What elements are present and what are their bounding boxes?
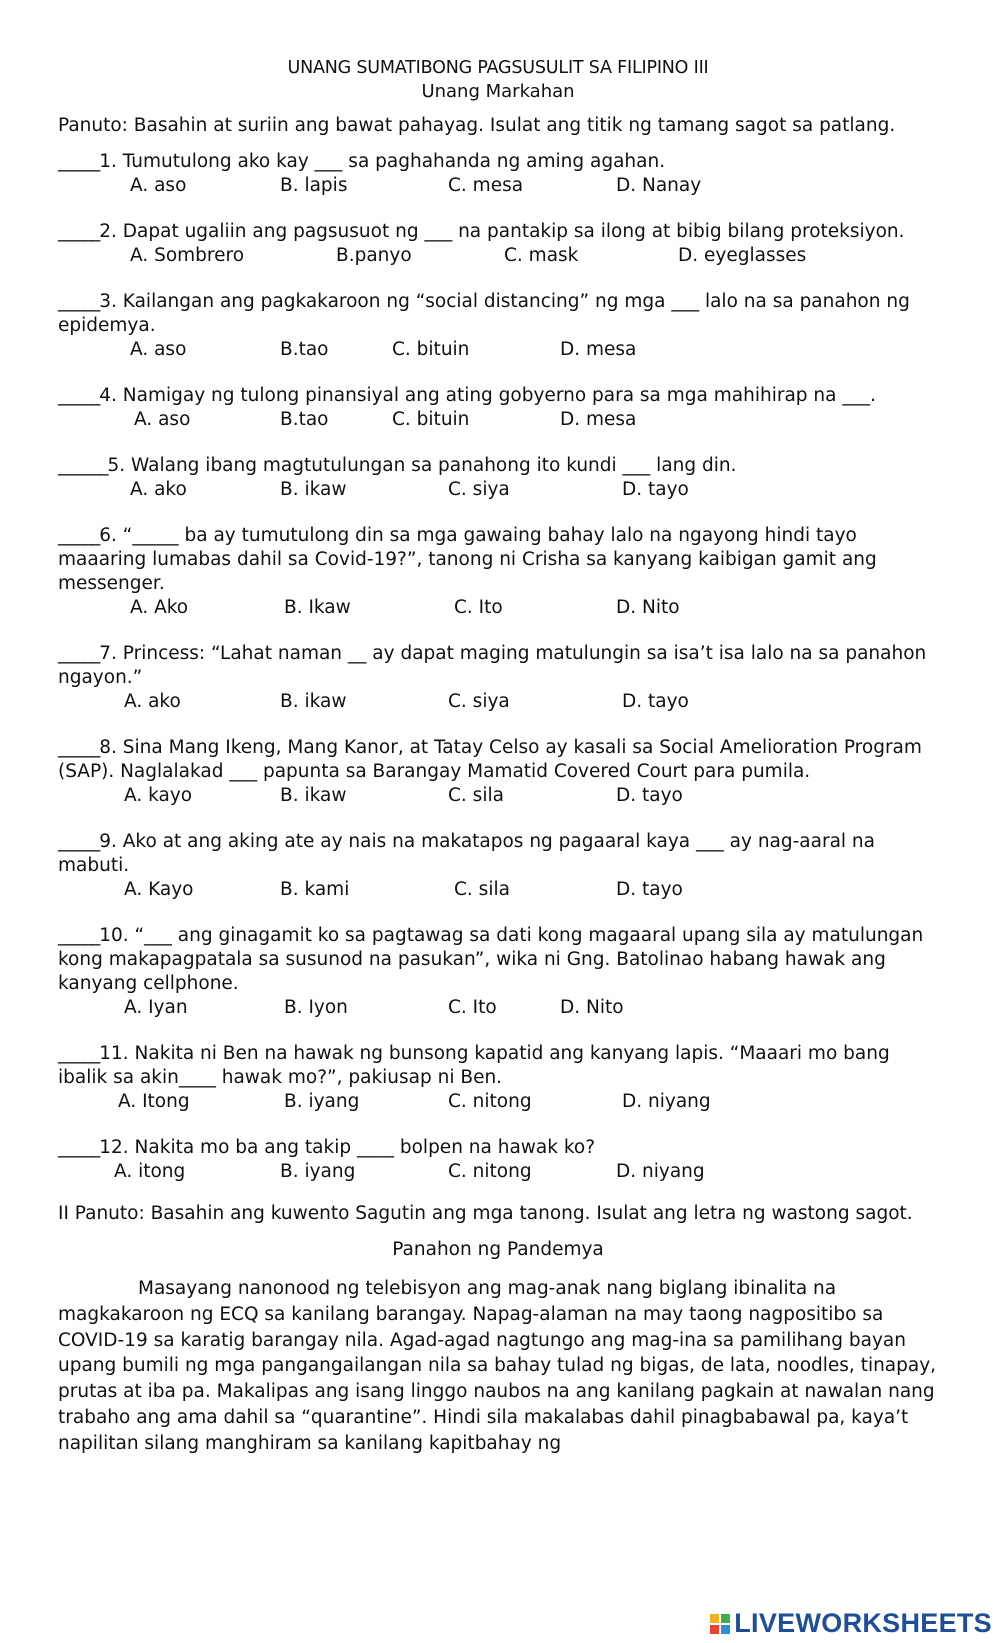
choice-row [58,408,938,432]
question-stem [58,220,938,244]
question-item [58,290,938,362]
answer-choice[interactable]: C. siya [448,479,510,500]
choice-row [58,338,938,362]
question-text: 10. “___ ang ginagamit ko sa pagtawag sa dati kong magaaral upang sila ay matulungan kong makapagpatala sa susunod na pasukan”, wika ni Gng. Batolinao habang hawak ang kanyang cellphone. [58,925,924,994]
answer-blank[interactable]: _____ [58,291,100,312]
answer-choice[interactable]: C. nitong [448,1161,532,1182]
answer-choice[interactable]: B. Ikaw [284,597,351,618]
worksheet-page [58,56,938,1457]
question-item [58,454,938,502]
choice-row [58,478,938,502]
answer-blank[interactable]: _____ [58,1137,100,1158]
question-text: 5. Walang ibang magtutulungan sa panahong ito kundi ___ lang din. [107,455,737,476]
answer-choice[interactable]: A. Sombrero [130,245,245,266]
choice-row [58,244,938,268]
answer-choice[interactable]: A. Kayo [124,879,194,900]
answer-choice[interactable]: B. iyang [280,1161,356,1182]
answer-blank[interactable]: _____ [58,737,100,758]
part2-instructions: II Panuto: Basahin ang kuwento Sagutin ang mga tanong. Isulat ang letra ng wastong sagot. [58,1203,913,1224]
answer-blank[interactable]: _____ [58,221,100,242]
answer-choice[interactable]: A. kayo [124,785,193,806]
instructions: Panuto: Basahin at suriin ang bawat pahayag. Isulat ang titik ng tamang sagot sa patlang. [58,115,896,136]
question-text: 3. Kailangan ang pagkakaroon ng “social distancing” ng mga ___ lalo na sa panahon ng epidemya. [58,291,910,336]
question-text: 12. Nakita mo ba ang takip ____ bolpen na hawak ko? [99,1137,596,1158]
answer-choice[interactable]: C. mesa [448,175,524,196]
question-text: 1. Tumutulong ako kay ___ sa paghahanda ng aming agahan. [99,151,666,172]
choice-row [58,784,938,808]
question-stem [58,454,938,478]
answer-choice[interactable]: D. Nito [560,997,624,1018]
answer-choice[interactable]: D. Nito [616,597,680,618]
question-stem [58,1042,938,1090]
answer-choice[interactable]: D. Nanay [616,175,702,196]
choice-row [58,1090,938,1114]
answer-choice[interactable]: C. siya [448,691,510,712]
answer-choice[interactable]: A. ako [124,691,181,712]
question-item [58,150,938,198]
answer-choice[interactable]: A. Iyan [124,997,188,1018]
logo-square [721,1614,730,1623]
page-subtitle: Unang Markahan [421,81,575,102]
answer-choice[interactable]: B. kami [280,879,350,900]
answer-choice[interactable]: C. bituin [392,409,470,430]
answer-choice[interactable]: A. aso [134,409,191,430]
question-text: 8. Sina Mang Ikeng, Mang Kanor, at Tatay Celso ay kasali sa Social Amelioration Program (SAP). Naglalakad ___ papunta sa Barangay Mamatid Covered Court para pumila. [58,737,922,782]
question-stem [58,1136,938,1160]
answer-choice[interactable]: B. ikaw [280,691,347,712]
question-item [58,830,938,902]
answer-choice[interactable]: D. mesa [560,409,637,430]
answer-choice[interactable]: B. Iyon [284,997,348,1018]
answer-choice[interactable]: A. Ako [130,597,189,618]
answer-choice[interactable]: C. Ito [454,597,503,618]
answer-choice[interactable]: D. niyang [616,1161,705,1182]
question-stem [58,384,938,408]
answer-choice[interactable]: A. aso [130,175,187,196]
answer-choice[interactable]: C. mask [504,245,579,266]
logo-text: LIVEWORKSHEETS [734,1608,992,1638]
question-text: 11. Nakita ni Ben na hawak ng bunsong kapatid ang kanyang lapis. “Maaari mo bang ibalik sa akin____ hawak mo?”, pakiusap ni Ben. [58,1043,890,1088]
answer-choice[interactable]: D. tayo [622,479,689,500]
choice-row [58,996,938,1020]
question-item [58,384,938,432]
answer-choice[interactable]: A. Itong [118,1091,190,1112]
question-item [58,1136,938,1184]
story-title: Panahon ng Pandemya [392,1239,604,1260]
question-stem [58,736,938,784]
answer-blank[interactable]: _____ [58,643,100,664]
question-item [58,736,938,808]
question-text: 2. Dapat ugaliin ang pagsusuot ng ___ na pantakip sa ilong at bibig bilang proteksiyon. [99,221,905,242]
question-stem [58,524,938,596]
choice-row [58,596,938,620]
answer-choice[interactable]: D. tayo [616,785,683,806]
answer-choice[interactable]: B.tao [280,409,329,430]
choice-row [58,690,938,714]
question-stem [58,150,938,174]
question-item [58,1042,938,1114]
choice-row [58,1160,938,1184]
liveworksheets-logo [710,1608,992,1639]
question-stem [58,924,938,996]
answer-blank[interactable]: _____ [58,151,100,172]
logo-square [721,1625,730,1634]
answer-choice[interactable]: C. Ito [448,997,497,1018]
choice-row [58,174,938,198]
answer-choice[interactable]: A. ako [130,479,187,500]
question-stem [58,642,938,690]
question-list [58,150,938,1184]
answer-blank[interactable]: _____ [58,1043,100,1064]
answer-choice[interactable]: B.panyo [336,245,412,266]
answer-choice[interactable]: D. eyeglasses [678,245,807,266]
logo-square [710,1614,719,1623]
answer-choice[interactable]: B.tao [280,339,329,360]
answer-blank[interactable]: _____ [58,385,100,406]
question-text: 4. Namigay ng tulong pinansiyal ang ating gobyerno para sa mga mahihirap na ___. [99,385,876,406]
answer-choice[interactable]: D. niyang [622,1091,711,1112]
answer-choice[interactable]: D. tayo [622,691,689,712]
question-item [58,220,938,268]
answer-blank[interactable]: ______ [58,455,108,476]
answer-choice[interactable]: B. ikaw [280,479,347,500]
story-text: Masayang nanonood ng telebisyon ang mag-anak nang biglang ibinalita na magkakaroon ng ECQ sa kanilang barangay. Napag-alaman na may taong nagpositibo sa COVID-19 sa karatig barangay nila. Agad-agad nagtungo ang mag-ina sa pamilihang bayan upang bumili ng mga pangangailangan nila sa bahay tulad ng bigas, de lata, noodles, tinapay, prutas at iba pa. Makalipas ang isang linggo naubos na ang kanilang pagkain at nawalan nang trabaho ang ama dahil sa “quarantine”. Hindi sila makalabas dahil pinagbabawal pa, kaya’t napilitan silang manghiram sa kanilang kapitbahay ng [58,1278,937,1454]
answer-choice[interactable]: B. lapis [280,175,348,196]
answer-blank[interactable]: _____ [58,831,100,852]
answer-choice[interactable]: A. aso [130,339,187,360]
logo-mark-icon [710,1614,730,1634]
question-text: 6. “_____ ba ay tumutulong din sa mga gawaing bahay lalo na ngayong hindi tayo maaaring lumabas dahil sa Covid-19?”, tanong ni Crisha sa kanyang kaibigan gamit ang messenger. [58,525,877,594]
question-item [58,524,938,620]
answer-choice[interactable]: C. sila [454,879,510,900]
answer-choice[interactable]: B. ikaw [280,785,347,806]
answer-choice[interactable]: C. sila [448,785,504,806]
question-text: 9. Ako at ang aking ate ay nais na makatapos ng pagaaral kaya ___ ay nag-aaral na mabuti. [58,831,875,876]
page-title: UNANG SUMATIBONG PAGSUSULIT SA FILIPINO III [287,58,709,78]
answer-choice[interactable]: A. itong [114,1161,186,1182]
question-item [58,924,938,1020]
logo-square [710,1625,719,1634]
question-item [58,642,938,714]
choice-row [58,878,938,902]
answer-blank[interactable]: _____ [58,925,100,946]
answer-choice[interactable]: D. mesa [560,339,637,360]
answer-choice[interactable]: D. tayo [616,879,683,900]
question-stem [58,290,938,338]
answer-choice[interactable]: B. iyang [284,1091,360,1112]
answer-choice[interactable]: C. bituin [392,339,470,360]
answer-choice[interactable]: C. nitong [448,1091,532,1112]
question-text: 7. Princess: “Lahat naman __ ay dapat maging matulungin sa isa’t isa lalo na sa panahon ngayon.” [58,643,927,688]
answer-blank[interactable]: _____ [58,525,100,546]
question-stem [58,830,938,878]
